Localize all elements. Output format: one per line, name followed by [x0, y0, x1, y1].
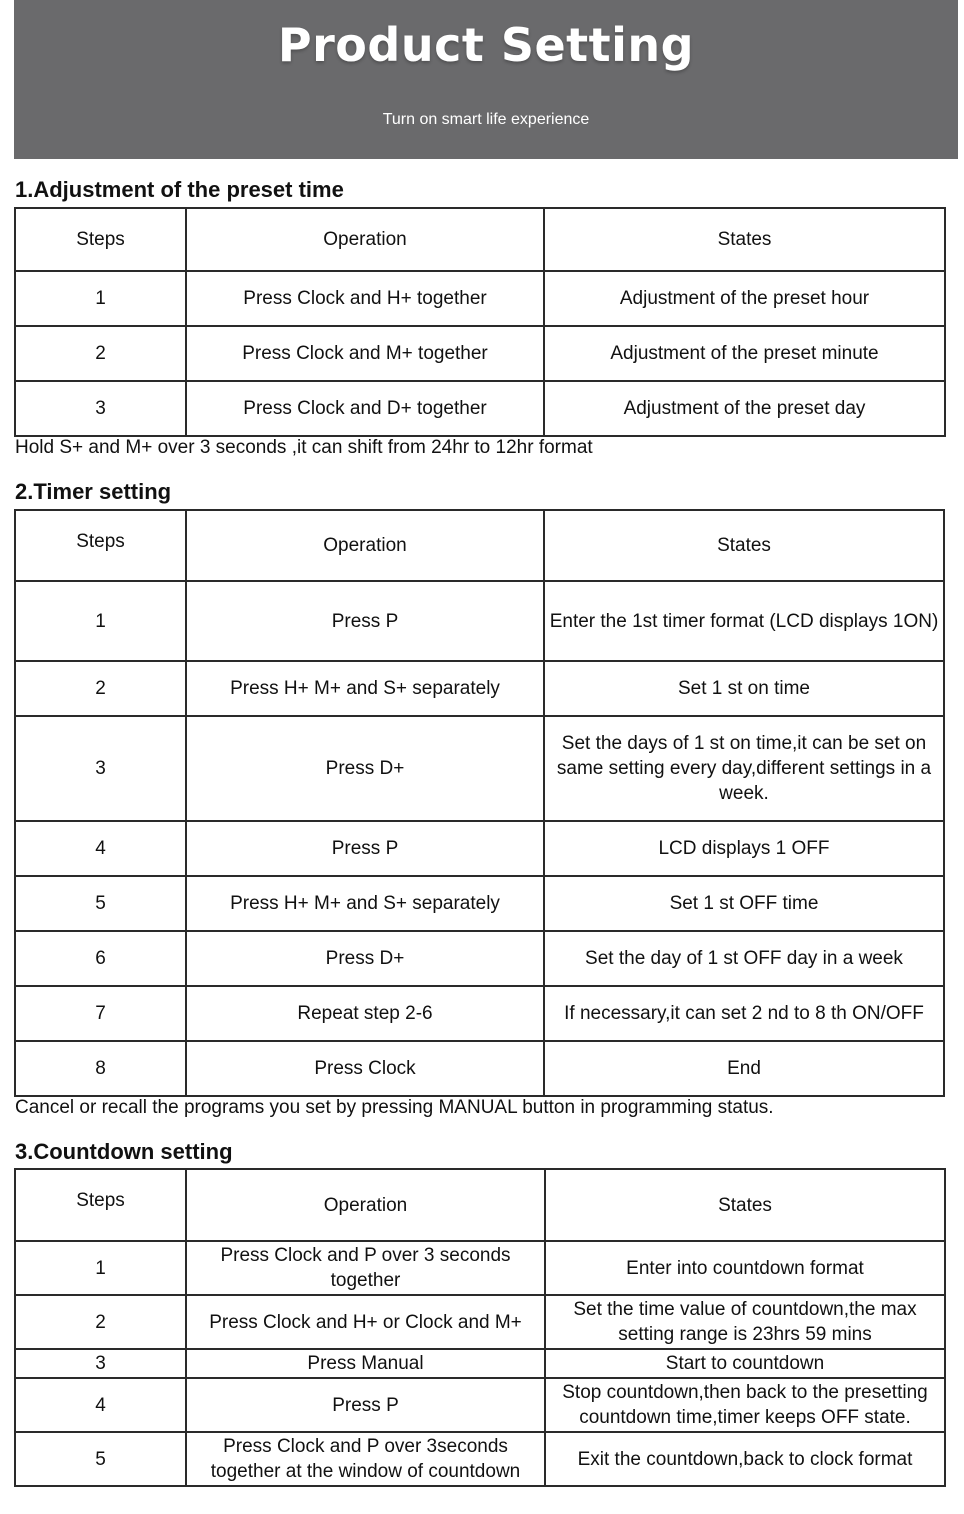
operation-cell: Press P — [186, 821, 544, 876]
countdown-table — [14, 1168, 946, 1487]
step-cell: 4 — [15, 821, 186, 876]
state-cell: Set 1 st on time — [544, 661, 944, 716]
table-row — [15, 986, 944, 1041]
table-header-row — [15, 208, 945, 271]
step-cell: 2 — [15, 326, 186, 381]
operation-cell: Press Clock and H+ or Clock and M+ — [186, 1295, 545, 1349]
state-cell: Adjustment of the preset hour — [544, 271, 945, 326]
header-cell: Operation — [186, 1169, 545, 1241]
state-cell: Set the time value of countdown,the max setting range is 23hrs 59 mins — [545, 1295, 945, 1349]
operation-cell: Press D+ — [186, 716, 544, 821]
header-cell: Steps — [15, 1169, 186, 1241]
step-cell: 5 — [15, 876, 186, 931]
table-row — [15, 1349, 945, 1378]
operation-cell: Press H+ M+ and S+ separately — [186, 876, 544, 931]
step-cell: 2 — [15, 1295, 186, 1349]
page-title: Product Setting — [277, 18, 695, 72]
operation-cell: Press Clock and D+ together — [186, 381, 544, 436]
page-subtitle: Turn on smart life experience — [382, 111, 590, 128]
header-cell: Steps — [15, 510, 186, 581]
table-row — [15, 1378, 945, 1432]
operation-cell: Press H+ M+ and S+ separately — [186, 661, 544, 716]
header-cell: Operation — [186, 208, 544, 271]
section-title-preset-time: 1.Adjustment of the preset time — [15, 177, 344, 202]
step-cell: 7 — [15, 986, 186, 1041]
section-title-timer: 2.Timer setting — [15, 479, 172, 504]
operation-cell: Press D+ — [186, 931, 544, 986]
state-cell: Set the day of 1 st OFF day in a week — [544, 931, 944, 986]
step-cell: 3 — [15, 716, 186, 821]
state-cell: End — [544, 1041, 944, 1096]
operation-cell: Press Clock and H+ together — [186, 271, 544, 326]
table-row — [15, 1295, 945, 1349]
table-row — [15, 581, 944, 661]
table-row — [15, 271, 945, 326]
preset-time-table — [14, 207, 946, 437]
operation-cell: Press Manual — [186, 1349, 545, 1378]
state-cell: Start to countdown — [545, 1349, 945, 1378]
operation-cell: Press Clock — [186, 1041, 544, 1096]
table-row — [15, 821, 944, 876]
operation-cell: Press P — [186, 581, 544, 661]
table-row — [15, 931, 944, 986]
header-cell: States — [545, 1169, 945, 1241]
state-cell: Adjustment of the preset day — [544, 381, 945, 436]
step-cell: 5 — [15, 1432, 186, 1486]
operation-cell: Press Clock and M+ together — [186, 326, 544, 381]
header-cell: States — [544, 208, 945, 271]
table-row — [15, 876, 944, 931]
table-row — [15, 716, 944, 821]
state-cell: Enter the 1st timer format (LCD displays 1ON) — [544, 581, 944, 661]
step-cell: 2 — [15, 661, 186, 716]
state-cell: Set 1 st OFF time — [544, 876, 944, 931]
state-cell: Set the days of 1 st on time,it can be set on same setting every day,different settings in a week. — [544, 716, 944, 821]
step-cell: 1 — [15, 1241, 186, 1295]
table-row — [15, 1041, 944, 1096]
section-title-countdown: 3.Countdown setting — [15, 1139, 233, 1164]
step-cell: 1 — [15, 271, 186, 326]
table-row — [15, 1432, 945, 1486]
operation-cell: Press P — [186, 1378, 545, 1432]
state-cell: Enter into countdown format — [545, 1241, 945, 1295]
state-cell: Adjustment of the preset minute — [544, 326, 945, 381]
operation-cell: Repeat step 2-6 — [186, 986, 544, 1041]
timer-table — [14, 509, 945, 1097]
step-cell: 6 — [15, 931, 186, 986]
header-cell: Steps — [15, 208, 186, 271]
header-banner — [14, 0, 958, 159]
table-row — [15, 326, 945, 381]
header-cell: Operation — [186, 510, 544, 581]
table-row — [15, 381, 945, 436]
table-header-row — [15, 510, 944, 581]
step-cell: 4 — [15, 1378, 186, 1432]
state-cell: Exit the countdown,back to clock format — [545, 1432, 945, 1486]
step-cell: 8 — [15, 1041, 186, 1096]
step-cell: 1 — [15, 581, 186, 661]
step-cell: 3 — [15, 381, 186, 436]
table-row — [15, 1241, 945, 1295]
format-note: Hold S+ and M+ over 3 seconds ,it can shift from 24hr to 12hr format — [15, 437, 593, 458]
header-cell: States — [544, 510, 944, 581]
state-cell: LCD displays 1 OFF — [544, 821, 944, 876]
step-cell: 3 — [15, 1349, 186, 1378]
cancel-note: Cancel or recall the programs you set by pressing MANUAL button in programming status. — [15, 1097, 774, 1118]
table-header-row — [15, 1169, 945, 1241]
state-cell: Stop countdown,then back to the presetting countdown time,timer keeps OFF state. — [545, 1378, 945, 1432]
operation-cell: Press Clock and P over 3 seconds together — [186, 1241, 545, 1295]
operation-cell: Press Clock and P over 3seconds together at the window of countdown — [186, 1432, 545, 1486]
state-cell: If necessary,it can set 2 nd to 8 th ON/OFF — [544, 986, 944, 1041]
table-row — [15, 661, 944, 716]
